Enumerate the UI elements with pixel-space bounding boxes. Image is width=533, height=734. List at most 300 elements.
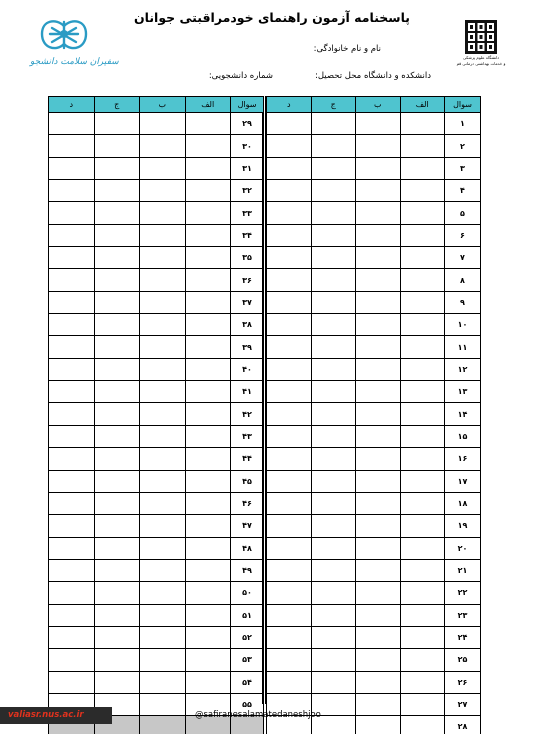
answer-cell-option-d[interactable] bbox=[267, 113, 312, 135]
answer-cell-option-c[interactable] bbox=[94, 224, 140, 246]
question-number: ۵۳ bbox=[231, 649, 264, 671]
question-number: ۳۲ bbox=[231, 180, 264, 202]
answer-cell-option-a[interactable] bbox=[185, 671, 231, 693]
answer-cell-option-a[interactable] bbox=[400, 492, 445, 514]
question-number: ۵۲ bbox=[231, 626, 264, 648]
answer-cell-option-c[interactable] bbox=[94, 582, 140, 604]
answer-cell-option-c[interactable] bbox=[94, 671, 140, 693]
answer-cell-option-b[interactable] bbox=[356, 425, 401, 447]
answer-row bbox=[267, 403, 481, 425]
answer-cell-option-c[interactable] bbox=[94, 269, 140, 291]
question-number: ۳۵ bbox=[231, 247, 264, 269]
answer-cell-option-a[interactable] bbox=[185, 559, 231, 581]
answer-cell-option-c[interactable] bbox=[94, 180, 140, 202]
answer-cell-option-a[interactable] bbox=[400, 604, 445, 626]
answer-cell-option-d[interactable] bbox=[267, 291, 312, 313]
answer-cell-option-a[interactable] bbox=[400, 157, 445, 179]
answer-cell-option-d[interactable] bbox=[267, 492, 312, 514]
answer-cell-option-d[interactable] bbox=[49, 671, 95, 693]
answer-cell-option-d[interactable] bbox=[49, 157, 95, 179]
answer-cell-option-c[interactable] bbox=[311, 425, 356, 447]
answer-cell-option-b[interactable] bbox=[140, 358, 186, 380]
answer-cell-option-c[interactable] bbox=[311, 492, 356, 514]
answer-cell-option-c[interactable] bbox=[94, 291, 140, 313]
answer-cell-option-c[interactable] bbox=[311, 604, 356, 626]
answer-cell-option-c[interactable] bbox=[311, 537, 356, 559]
answer-cell-option-b[interactable] bbox=[140, 626, 186, 648]
answer-row bbox=[49, 626, 264, 648]
answer-cell-option-b[interactable] bbox=[140, 381, 186, 403]
question-number: ۱ bbox=[445, 113, 481, 135]
answer-cell-option-b[interactable] bbox=[140, 135, 186, 157]
answer-cell-option-b[interactable] bbox=[356, 157, 401, 179]
answer-cell-option-d[interactable] bbox=[267, 626, 312, 648]
answer-cell-option-b[interactable] bbox=[356, 135, 401, 157]
answer-cell-option-b[interactable] bbox=[356, 649, 401, 671]
answer-cell-option-b[interactable] bbox=[356, 180, 401, 202]
answer-cell-option-a[interactable] bbox=[185, 515, 231, 537]
question-number: ۶ bbox=[445, 224, 481, 246]
answer-cell-option-b[interactable] bbox=[356, 515, 401, 537]
answer-cell-option-a[interactable] bbox=[400, 582, 445, 604]
answer-cell-option-a[interactable] bbox=[400, 559, 445, 581]
answer-cell-option-b[interactable] bbox=[356, 358, 401, 380]
answer-row bbox=[267, 604, 481, 626]
answer-row bbox=[267, 358, 481, 380]
answer-cell-option-a[interactable] bbox=[185, 537, 231, 559]
answer-cell-option-b[interactable] bbox=[140, 403, 186, 425]
answer-table-questions-1-28 bbox=[266, 96, 481, 734]
answer-cell-option-b[interactable] bbox=[356, 336, 401, 358]
answer-cell-option-c[interactable] bbox=[311, 358, 356, 380]
answer-row bbox=[267, 202, 481, 224]
answer-cell-option-b[interactable] bbox=[140, 291, 186, 313]
column-header-option-b: ب bbox=[356, 97, 401, 113]
answer-row bbox=[267, 515, 481, 537]
answer-cell-option-b[interactable] bbox=[140, 269, 186, 291]
answer-cell-option-a[interactable] bbox=[185, 135, 231, 157]
answer-cell-option-d[interactable] bbox=[49, 113, 95, 135]
answer-cell-option-d[interactable] bbox=[49, 291, 95, 313]
answer-cell-option-c[interactable] bbox=[311, 671, 356, 693]
answer-cell-option-a[interactable] bbox=[185, 604, 231, 626]
answer-cell-option-b[interactable] bbox=[140, 180, 186, 202]
answer-row bbox=[267, 113, 481, 135]
answer-table-questions-29-55 bbox=[48, 96, 264, 734]
answer-cell-option-b[interactable] bbox=[356, 448, 401, 470]
answer-cell-option-b[interactable] bbox=[140, 113, 186, 135]
answer-cell-option-c[interactable] bbox=[94, 336, 140, 358]
answer-cell-option-a[interactable] bbox=[400, 202, 445, 224]
answer-cell-option-d[interactable] bbox=[267, 135, 312, 157]
answer-cell-option-c[interactable] bbox=[311, 113, 356, 135]
question-number: ۴۴ bbox=[231, 448, 264, 470]
answer-cell-option-a[interactable] bbox=[400, 470, 445, 492]
answer-cell-option-a[interactable] bbox=[400, 515, 445, 537]
answer-cell-option-a[interactable] bbox=[185, 157, 231, 179]
question-number: ۲۲ bbox=[445, 582, 481, 604]
answer-cell-option-a[interactable] bbox=[400, 537, 445, 559]
question-number: ۵۱ bbox=[231, 604, 264, 626]
answer-cell-option-d[interactable] bbox=[267, 604, 312, 626]
answer-cell-option-b[interactable] bbox=[356, 604, 401, 626]
answer-cell-option-c[interactable] bbox=[311, 626, 356, 648]
question-number: ۱۹ bbox=[445, 515, 481, 537]
answer-cell-option-d[interactable] bbox=[267, 448, 312, 470]
answer-row bbox=[49, 202, 264, 224]
answer-row bbox=[267, 314, 481, 336]
answer-cell-option-c[interactable] bbox=[94, 358, 140, 380]
question-number: ۵۰ bbox=[231, 582, 264, 604]
answer-cell-option-a[interactable] bbox=[400, 358, 445, 380]
answer-cell-option-d[interactable] bbox=[267, 559, 312, 581]
answer-cell-option-c[interactable] bbox=[311, 291, 356, 313]
answer-cell-option-a[interactable] bbox=[185, 626, 231, 648]
answer-cell-option-a[interactable] bbox=[400, 626, 445, 648]
question-number: ۴۸ bbox=[231, 537, 264, 559]
question-number: ۲۴ bbox=[445, 626, 481, 648]
answer-cell-option-b[interactable] bbox=[140, 470, 186, 492]
answer-row bbox=[49, 425, 264, 447]
answer-cell-option-b[interactable] bbox=[356, 403, 401, 425]
table-header-row bbox=[267, 97, 481, 113]
answer-cell-option-d[interactable] bbox=[49, 381, 95, 403]
question-number: ۴۳ bbox=[231, 425, 264, 447]
answer-cell-option-b[interactable] bbox=[140, 247, 186, 269]
question-number: ۲۷ bbox=[445, 693, 481, 715]
answer-cell-option-b[interactable] bbox=[356, 202, 401, 224]
answer-cell-option-c[interactable] bbox=[311, 224, 356, 246]
answer-cell-option-a[interactable] bbox=[400, 180, 445, 202]
answer-cell-option-c[interactable] bbox=[94, 515, 140, 537]
column-header-option-c: ج bbox=[94, 97, 140, 113]
answer-cell-option-c[interactable] bbox=[311, 135, 356, 157]
answer-cell-option-a[interactable] bbox=[185, 269, 231, 291]
answer-cell-option-a[interactable] bbox=[185, 314, 231, 336]
answer-cell-option-b[interactable] bbox=[356, 291, 401, 313]
answer-cell-option-d[interactable] bbox=[49, 492, 95, 514]
answer-cell-option-a[interactable] bbox=[400, 336, 445, 358]
answer-row bbox=[49, 247, 264, 269]
answer-cell-option-a[interactable] bbox=[185, 425, 231, 447]
answer-cell-option-c[interactable] bbox=[94, 425, 140, 447]
question-number: ۱۶ bbox=[445, 448, 481, 470]
answer-cell-option-a[interactable] bbox=[185, 202, 231, 224]
answer-cell-option-d[interactable] bbox=[49, 470, 95, 492]
answer-cell-option-d[interactable] bbox=[267, 381, 312, 403]
answer-cell-option-d[interactable] bbox=[49, 626, 95, 648]
answer-row bbox=[49, 470, 264, 492]
answer-cell-option-c[interactable] bbox=[311, 202, 356, 224]
question-number: ۲۰ bbox=[445, 537, 481, 559]
answer-cell-option-c[interactable] bbox=[94, 202, 140, 224]
answer-cell-option-d[interactable] bbox=[267, 671, 312, 693]
answer-cell-option-c[interactable] bbox=[94, 403, 140, 425]
answer-cell-option-a[interactable] bbox=[185, 291, 231, 313]
answer-cell-option-b[interactable] bbox=[356, 381, 401, 403]
answer-cell-option-a[interactable] bbox=[400, 224, 445, 246]
answer-cell-option-b[interactable] bbox=[140, 582, 186, 604]
answer-cell-option-d[interactable] bbox=[49, 537, 95, 559]
answer-cell-option-b[interactable] bbox=[140, 515, 186, 537]
answer-cell-option-c[interactable] bbox=[311, 180, 356, 202]
question-number: ۳۶ bbox=[231, 269, 264, 291]
answer-cell-option-d[interactable] bbox=[267, 157, 312, 179]
answer-cell-option-b[interactable] bbox=[356, 224, 401, 246]
answer-cell-option-d[interactable] bbox=[49, 180, 95, 202]
answer-cell-option-a[interactable] bbox=[400, 113, 445, 135]
answer-cell-option-a[interactable] bbox=[185, 224, 231, 246]
answer-cell-option-a[interactable] bbox=[185, 582, 231, 604]
university-name-line2: و خدمات بهداشتی درمانی قم bbox=[456, 61, 506, 66]
answer-row bbox=[267, 425, 481, 447]
question-number: ۴۷ bbox=[231, 515, 264, 537]
answer-cell-option-b[interactable] bbox=[356, 559, 401, 581]
answer-cell-option-d[interactable] bbox=[267, 403, 312, 425]
answer-cell-option-c[interactable] bbox=[311, 157, 356, 179]
answer-cell-option-d[interactable] bbox=[49, 425, 95, 447]
answer-cell-option-d[interactable] bbox=[267, 537, 312, 559]
answer-cell-option-a[interactable] bbox=[185, 180, 231, 202]
answer-cell-option-a[interactable] bbox=[400, 448, 445, 470]
answer-cell-option-c[interactable] bbox=[94, 559, 140, 581]
question-number: ۹ bbox=[445, 291, 481, 313]
answer-row bbox=[49, 113, 264, 135]
answer-cell-option-d[interactable] bbox=[267, 202, 312, 224]
column-header-option-a: الف bbox=[185, 97, 231, 113]
answer-cell-option-d[interactable] bbox=[267, 336, 312, 358]
answer-cell-option-c[interactable] bbox=[94, 314, 140, 336]
answer-cell-option-d[interactable] bbox=[49, 649, 95, 671]
answer-row bbox=[267, 649, 481, 671]
answer-cell-option-c[interactable] bbox=[94, 448, 140, 470]
answer-cell-option-d[interactable] bbox=[49, 604, 95, 626]
answer-row bbox=[267, 336, 481, 358]
question-number: ۳۷ bbox=[231, 291, 264, 313]
university-logo bbox=[453, 19, 509, 67]
health-ambassadors-signature: سفیران سلامت دانشجو bbox=[30, 57, 119, 67]
answer-row bbox=[267, 269, 481, 291]
answer-cell-option-b[interactable] bbox=[140, 693, 186, 715]
answer-cell-option-c[interactable] bbox=[94, 537, 140, 559]
answer-cell-option-d[interactable] bbox=[267, 247, 312, 269]
answer-cell-option-b[interactable] bbox=[140, 671, 186, 693]
answer-cell-option-a[interactable] bbox=[400, 381, 445, 403]
answer-row bbox=[267, 381, 481, 403]
answer-row bbox=[267, 559, 481, 581]
answer-cell-option-d[interactable] bbox=[267, 425, 312, 447]
answer-cell-option-a[interactable] bbox=[185, 448, 231, 470]
answer-cell-option-b[interactable] bbox=[356, 537, 401, 559]
answer-cell-option-c[interactable] bbox=[311, 269, 356, 291]
answer-cell-option-c[interactable] bbox=[94, 470, 140, 492]
answer-cell-option-b[interactable] bbox=[140, 448, 186, 470]
answer-cell-option-a[interactable] bbox=[185, 113, 231, 135]
answer-cell-option-a[interactable] bbox=[185, 492, 231, 514]
column-header-option-d: د bbox=[49, 97, 95, 113]
answer-cell-option-b[interactable] bbox=[356, 247, 401, 269]
answer-cell-option-d[interactable] bbox=[49, 224, 95, 246]
column-header-option-d: د bbox=[267, 97, 312, 113]
answer-cell-option-d[interactable] bbox=[267, 224, 312, 246]
answer-row bbox=[49, 582, 264, 604]
student-number-label: شماره دانشجویی: bbox=[208, 71, 273, 81]
answer-row bbox=[49, 604, 264, 626]
answer-cell-option-c[interactable] bbox=[94, 604, 140, 626]
answer-cell-option-b[interactable] bbox=[140, 425, 186, 447]
answer-cell-option-c[interactable] bbox=[94, 135, 140, 157]
answer-cell-option-c[interactable] bbox=[94, 649, 140, 671]
unused-cell bbox=[140, 716, 186, 734]
answer-cell-option-d[interactable] bbox=[267, 470, 312, 492]
answer-cell-option-c[interactable] bbox=[311, 247, 356, 269]
answer-cell-option-d[interactable] bbox=[267, 582, 312, 604]
question-number: ۴۵ bbox=[231, 470, 264, 492]
answer-cell-option-c[interactable] bbox=[311, 448, 356, 470]
answer-cell-option-c[interactable] bbox=[94, 626, 140, 648]
answer-cell-option-d[interactable] bbox=[49, 448, 95, 470]
answer-cell-option-b[interactable] bbox=[356, 671, 401, 693]
answer-cell-option-d[interactable] bbox=[49, 314, 95, 336]
answer-cell-option-c[interactable] bbox=[311, 336, 356, 358]
answer-cell-option-c[interactable] bbox=[311, 649, 356, 671]
answer-cell-option-b[interactable] bbox=[140, 492, 186, 514]
answer-cell-option-a[interactable] bbox=[400, 314, 445, 336]
answer-row bbox=[267, 448, 481, 470]
question-number: ۴۲ bbox=[231, 403, 264, 425]
answer-rows bbox=[267, 113, 481, 734]
answer-cell-option-c[interactable] bbox=[94, 157, 140, 179]
answer-row bbox=[49, 448, 264, 470]
answer-cell-option-a[interactable] bbox=[185, 336, 231, 358]
answer-cell-option-a[interactable] bbox=[185, 358, 231, 380]
answer-cell-option-c[interactable] bbox=[311, 582, 356, 604]
answer-cell-option-a[interactable] bbox=[400, 693, 445, 715]
answer-cell-option-a[interactable] bbox=[185, 403, 231, 425]
answer-cell-option-d[interactable] bbox=[267, 314, 312, 336]
answer-cell-option-d[interactable] bbox=[267, 515, 312, 537]
answer-row bbox=[49, 157, 264, 179]
answer-cell-option-d[interactable] bbox=[49, 358, 95, 380]
answer-cell-option-b[interactable] bbox=[140, 224, 186, 246]
answer-row bbox=[49, 224, 264, 246]
question-number: ۱۲ bbox=[445, 358, 481, 380]
column-header-option-a: الف bbox=[400, 97, 445, 113]
question-number: ۱۰ bbox=[445, 314, 481, 336]
question-number: ۴۶ bbox=[231, 492, 264, 514]
answer-cell-option-b[interactable] bbox=[356, 582, 401, 604]
question-number: ۲۸ bbox=[445, 716, 481, 734]
question-number: ۲۱ bbox=[445, 559, 481, 581]
answer-cell-option-a[interactable] bbox=[400, 269, 445, 291]
answer-cell-option-a[interactable] bbox=[400, 671, 445, 693]
answer-cell-option-b[interactable] bbox=[140, 336, 186, 358]
answer-row bbox=[49, 559, 264, 581]
answer-cell-option-d[interactable] bbox=[267, 649, 312, 671]
answer-cell-option-b[interactable] bbox=[140, 559, 186, 581]
answer-cell-option-b[interactable] bbox=[356, 269, 401, 291]
answer-cell-option-c[interactable] bbox=[311, 515, 356, 537]
answer-row bbox=[267, 470, 481, 492]
answer-cell-option-b[interactable] bbox=[356, 716, 401, 734]
answer-cell-option-b[interactable] bbox=[140, 604, 186, 626]
answer-cell-option-b[interactable] bbox=[140, 537, 186, 559]
answer-cell-option-b[interactable] bbox=[356, 113, 401, 135]
answer-cell-option-a[interactable] bbox=[185, 649, 231, 671]
answer-cell-option-c[interactable] bbox=[311, 470, 356, 492]
answer-cell-option-b[interactable] bbox=[140, 202, 186, 224]
answer-cell-option-a[interactable] bbox=[400, 649, 445, 671]
answer-cell-option-a[interactable] bbox=[185, 470, 231, 492]
answer-cell-option-b[interactable] bbox=[356, 693, 401, 715]
question-number: ۳۸ bbox=[231, 314, 264, 336]
answer-cell-option-b[interactable] bbox=[356, 492, 401, 514]
answer-row bbox=[267, 224, 481, 246]
answer-cell-option-b[interactable] bbox=[140, 157, 186, 179]
answer-cell-option-a[interactable] bbox=[400, 403, 445, 425]
answer-cell-option-a[interactable] bbox=[400, 247, 445, 269]
health-ambassadors-logo-icon bbox=[36, 14, 92, 56]
answer-cell-option-a[interactable] bbox=[185, 381, 231, 403]
answer-row bbox=[267, 157, 481, 179]
answer-cell-option-c[interactable] bbox=[94, 247, 140, 269]
answer-cell-option-b[interactable] bbox=[140, 314, 186, 336]
answer-cell-option-b[interactable] bbox=[356, 470, 401, 492]
answer-cell-option-a[interactable] bbox=[400, 135, 445, 157]
answer-cell-option-a[interactable] bbox=[400, 425, 445, 447]
answer-cell-option-c[interactable] bbox=[94, 492, 140, 514]
answer-cell-option-d[interactable] bbox=[49, 582, 95, 604]
answer-cell-option-b[interactable] bbox=[356, 314, 401, 336]
answer-cell-option-d[interactable] bbox=[267, 180, 312, 202]
answer-cell-option-d[interactable] bbox=[49, 403, 95, 425]
answer-cell-option-d[interactable] bbox=[49, 202, 95, 224]
answer-cell-option-c[interactable] bbox=[311, 559, 356, 581]
answer-cell-option-c[interactable] bbox=[311, 314, 356, 336]
faculty-label: دانشکده و دانشگاه محل تحصیل: bbox=[314, 71, 431, 81]
answer-cell-option-b[interactable] bbox=[140, 649, 186, 671]
answer-row bbox=[49, 537, 264, 559]
question-number: ۴۹ bbox=[231, 559, 264, 581]
answer-cell-option-d[interactable] bbox=[49, 135, 95, 157]
answer-cell-option-d[interactable] bbox=[267, 358, 312, 380]
answer-cell-option-c[interactable] bbox=[311, 381, 356, 403]
answer-cell-option-c[interactable] bbox=[94, 381, 140, 403]
answer-cell-option-d[interactable] bbox=[49, 515, 95, 537]
question-number: ۴۱ bbox=[231, 381, 264, 403]
answer-cell-option-d[interactable] bbox=[49, 559, 95, 581]
question-number: ۲۶ bbox=[445, 671, 481, 693]
question-number: ۳۳ bbox=[231, 202, 264, 224]
answer-row bbox=[49, 314, 264, 336]
answer-cell-option-a[interactable] bbox=[400, 716, 445, 734]
answer-row bbox=[267, 135, 481, 157]
answer-cell-option-b[interactable] bbox=[356, 626, 401, 648]
answer-row bbox=[267, 247, 481, 269]
question-number: ۳۰ bbox=[231, 135, 264, 157]
answer-cell-option-c[interactable] bbox=[94, 113, 140, 135]
answer-cell-option-a[interactable] bbox=[400, 291, 445, 313]
answer-cell-option-d[interactable] bbox=[49, 269, 95, 291]
answer-cell-option-d[interactable] bbox=[49, 336, 95, 358]
answer-cell-option-a[interactable] bbox=[185, 247, 231, 269]
answer-cell-option-d[interactable] bbox=[49, 247, 95, 269]
university-name-line1: دانشگاه علوم پزشکی bbox=[462, 55, 500, 60]
answer-row bbox=[267, 582, 481, 604]
answer-cell-option-c[interactable] bbox=[311, 403, 356, 425]
answer-cell-option-d[interactable] bbox=[267, 269, 312, 291]
column-header-question: سوال bbox=[231, 97, 264, 113]
